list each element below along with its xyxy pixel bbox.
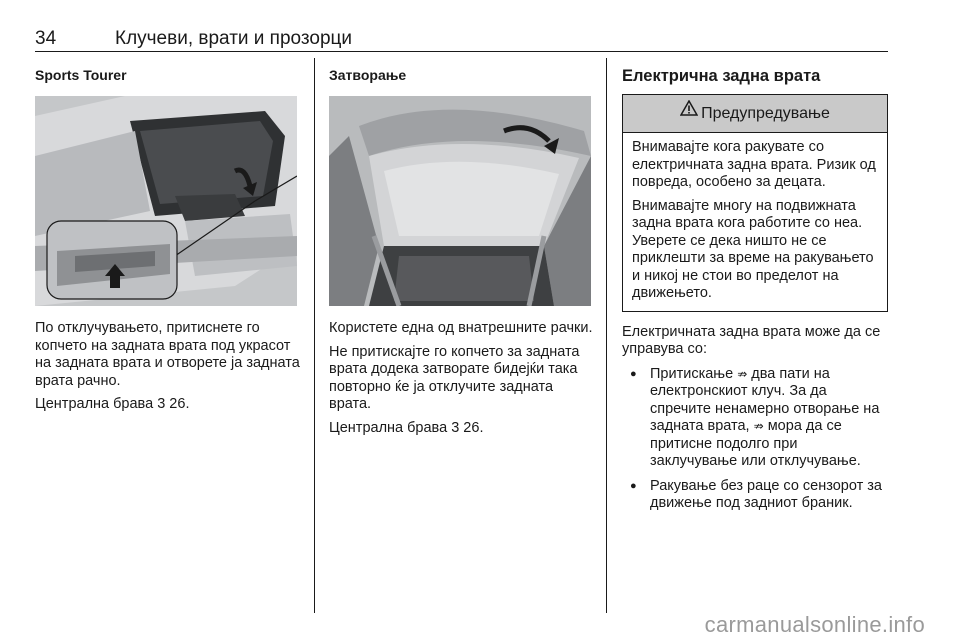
closing-warning-text: Не притискајте го копчето за задната врата додека затворате бидејќи така повторно ќе ја отклучите задната врата.	[329, 343, 580, 412]
bullet-text-part: Притискање	[650, 365, 738, 382]
reference-text-2: Централна брава	[329, 419, 452, 436]
warning-paragraph-2: Внимавајте многу на подвижната задна врата кога работите со неа. Уверете се дека ништо не се приклешти за време на ракувањето и никој не стои во пределот на движењето.	[632, 197, 874, 301]
tailgate-button-illustration	[35, 96, 297, 306]
column-power-tailgate	[622, 66, 888, 513]
watermark-text: carmanualsonline.info	[704, 612, 925, 637]
warning-box	[622, 94, 888, 312]
column-divider-1	[314, 58, 315, 613]
column-closing	[329, 66, 597, 437]
open-tailgate-drawing	[329, 96, 591, 306]
column-sports-tourer	[35, 66, 301, 414]
section-heading-closing: Затворање	[329, 67, 407, 83]
reference-text: Централна брава	[35, 396, 158, 412]
central-lock-reference-2	[329, 420, 597, 438]
central-lock-reference	[35, 396, 301, 414]
page-number: 34	[35, 28, 57, 49]
reference-page: 26.	[165, 396, 190, 412]
list-item: ● Ракување без раце со сензорот за движење под задниот браник.	[622, 478, 888, 513]
warning-title: Предупредување	[701, 105, 830, 122]
warning-paragraph-1: Внимавајте кога ракувате со електричната задна врата. Ризик од повреда, особено за децата.	[632, 139, 876, 190]
bullet-text-part: два пати на електронскиот клуч. За да спречите ненамерно отворање на задната врата,	[650, 365, 880, 434]
bullet-text-part: мора да се притисне подолго при заклучување или отклучување.	[650, 418, 861, 469]
closing-instruction: Користете една од внатрешните рачки.	[329, 320, 593, 336]
warning-header	[623, 95, 887, 133]
page-reference-arrow-icon-2: 3	[451, 419, 460, 436]
tailgate-key-icon: ⇏	[753, 419, 764, 433]
operation-methods-list	[622, 366, 888, 513]
section-heading-power-tailgate: Електрична задна врата	[622, 67, 821, 85]
page-title: Клучеви, врати и прозорци	[115, 28, 353, 49]
warning-body	[623, 133, 887, 311]
reference-page-2: 26.	[459, 419, 484, 436]
unlock-instructions: По отклучувањето, притиснете го копчето на задната врата под украсот на задната врата и отворете ја задната врата рачно.	[35, 320, 300, 389]
tailgate-key-icon: ⇏	[737, 366, 748, 381]
page-reference-arrow-icon: 3	[157, 396, 166, 412]
warning-triangle-icon	[680, 93, 698, 131]
section-heading-sports-tourer: Sports Tourer	[35, 67, 127, 83]
page-header	[35, 26, 888, 52]
column-divider-2	[606, 58, 607, 613]
tailgate-open-illustration	[329, 96, 591, 306]
car-rear-drawing	[35, 96, 297, 306]
operation-intro: Електричната задна врата може да се управува со:	[622, 323, 881, 357]
list-item	[622, 366, 888, 471]
